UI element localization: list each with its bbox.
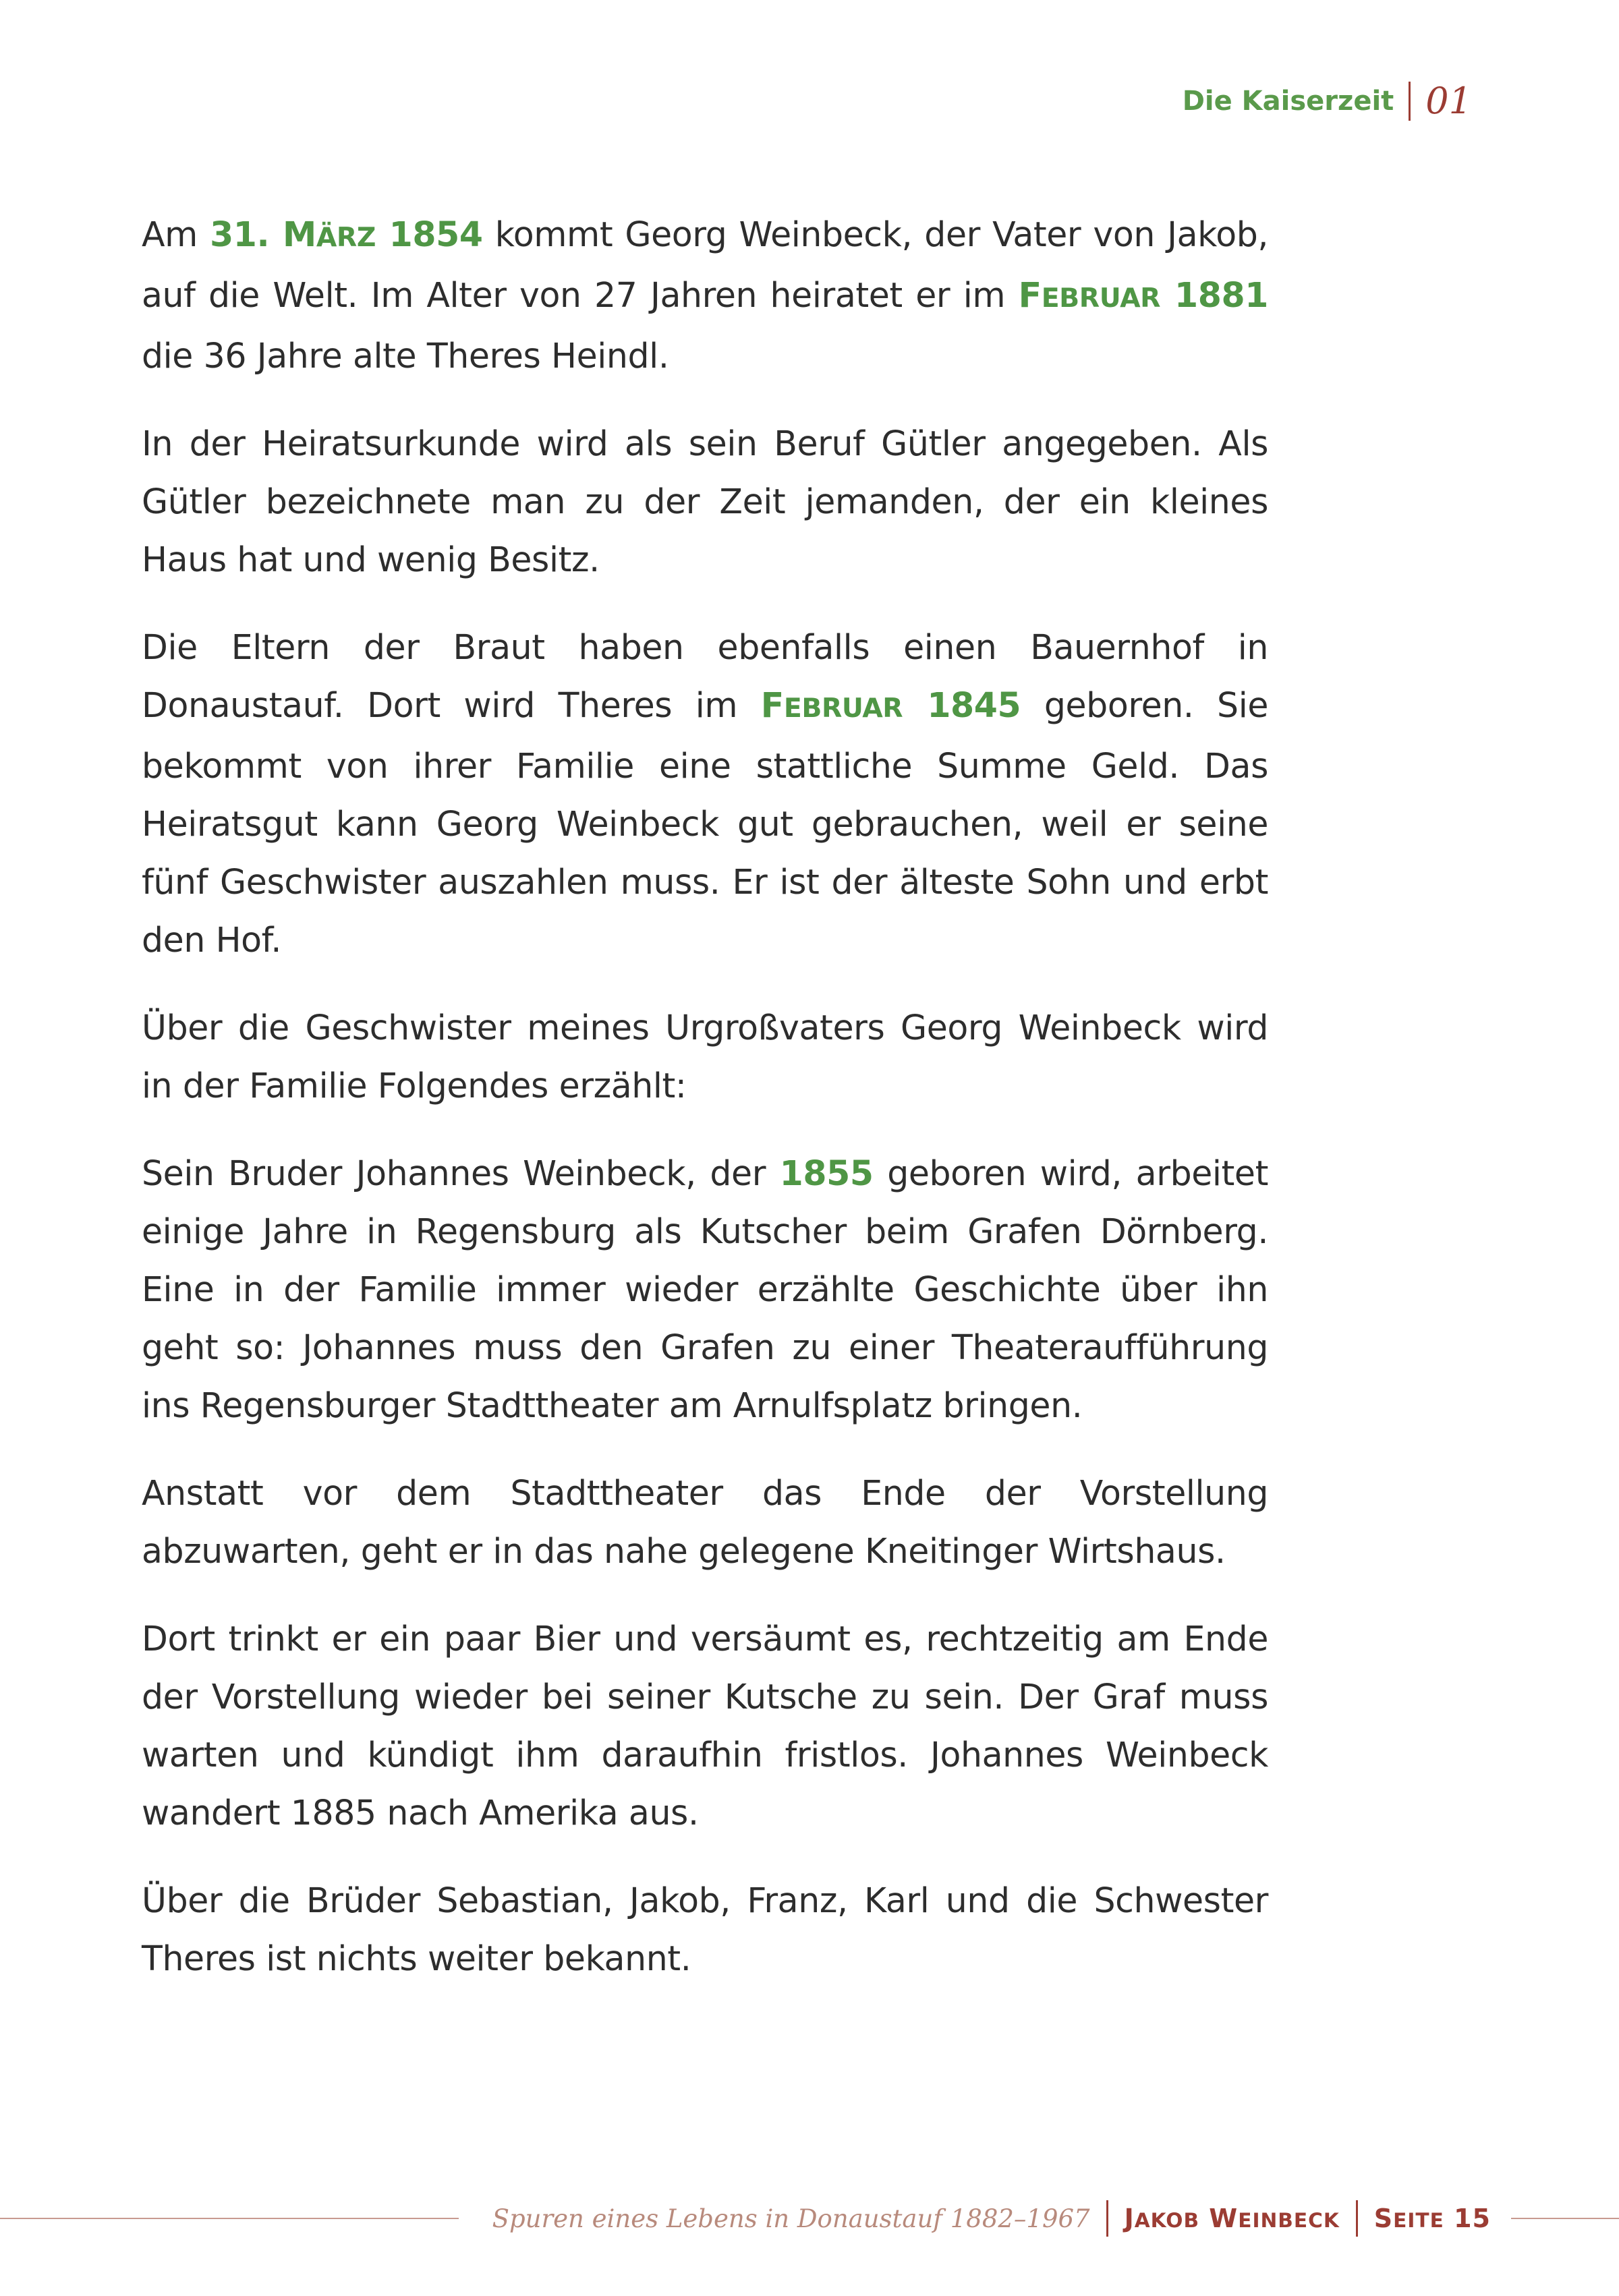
highlight-smallcaps: EBRUAR (783, 693, 903, 724)
footer-divider (1106, 2200, 1108, 2237)
text-span: kommt Georg Weinbeck, der Vater von Jakob, auf die Welt. Im Alter von 27 Jahren heiratet er im (142, 214, 1269, 315)
text-span: Die Eltern der Braut haben ebenfalls einen Bauernhof in Donaustauf. Dort wird Theres im (142, 627, 1268, 725)
text-span: die 36 Jahre alte Theres Heindl. (142, 336, 669, 376)
chapter-title: Die Kaiserzeit (1182, 85, 1394, 117)
text-span: Sein Bruder Johannes Weinbeck, der (142, 1153, 780, 1193)
chapter-number: 01 (1425, 80, 1472, 122)
highlight-smallcaps: ÄRZ (316, 222, 376, 253)
highlight-part: F (760, 685, 784, 725)
highlight-part: 1881 (1160, 275, 1268, 315)
running-footer (0, 2200, 1619, 2237)
text-span: geboren wird, arbeitet einige Jahre in Regensburg als Kutscher beim Grafen Dörnberg. Eine in der Familie immer wieder erzählte Geschichte über ihn geht so: Johannes muss den Grafen zu einer Theateraufführung ins Regensburger Stadttheater am Arnulfsplatz bringen. (142, 1153, 1268, 1425)
date-highlight (1019, 275, 1268, 315)
author-smallcaps: EINBECK (1238, 2208, 1340, 2232)
date-highlight (210, 214, 483, 254)
page-number (1374, 2204, 1491, 2233)
page-part: S (1373, 2204, 1394, 2233)
date-highlight: 1855 (779, 1153, 874, 1193)
author-name (1125, 2204, 1340, 2233)
author-part: W (1199, 2204, 1239, 2233)
paragraph-6: Anstatt vor dem Stadttheater das Ende der Vorstellung abzuwarten, geht er in das nahe gelegene Kneitinger Wirtshaus. (142, 1473, 1268, 1571)
paragraph-1 (142, 206, 1268, 385)
footer-rule-left (0, 2218, 459, 2219)
text-span: geboren. Sie bekommt von ihrer Familie eine stattliche Summe Geld. Das Heiratsgut kann Georg Weinbeck gut gebrauchen, weil er seine fünf Geschwister auszahlen muss. Er ist der älteste Sohn und erbt den Hof. (142, 685, 1269, 960)
highlight-part: F (1018, 275, 1042, 315)
text-span: Am (142, 214, 210, 254)
paragraph-7: Dort trinkt er ein paar Bier und versäumt es, rechtzeitig am Ende der Vorstellung wieder bei seiner Kutsche zu sein. Der Graf muss warten und kündigt ihm daraufhin fristlos. Johannes Weinbeck wandert 1885 nach Amerika aus. (142, 1619, 1268, 1833)
page-smallcaps: EITE (1393, 2208, 1444, 2232)
book-title: Spuren eines Lebens in Donaustauf 1882–1967 (492, 2204, 1090, 2233)
paragraph-3 (142, 619, 1268, 969)
running-header (1183, 80, 1472, 122)
footer-divider (1356, 2200, 1358, 2237)
header-divider (1409, 82, 1411, 121)
paragraph-4: Über die Geschwister meines Urgroßvaters Georg Weinbeck wird in der Familie Folgendes erzählt: (142, 1008, 1268, 1106)
footer-content (459, 2200, 1511, 2237)
date-highlight (761, 685, 1021, 725)
highlight-part: 1845 (903, 685, 1021, 725)
body-text (142, 206, 1268, 2017)
paragraph-5 (142, 1145, 1268, 1435)
footer-rule-right (1511, 2218, 1619, 2219)
paragraph-2: In der Heiratsurkunde wird als sein Beruf Gütler angegeben. Als Gütler bezeichnete man zu der Zeit jemanden, der ein kleines Haus hat und wenig Besitz. (142, 424, 1268, 579)
author-part: J (1124, 2204, 1135, 2233)
highlight-part: 1854 (375, 214, 483, 254)
author-smallcaps: AKOB (1134, 2208, 1200, 2232)
paragraph-8: Über die Brüder Sebastian, Jakob, Franz, Karl und die Schwester Theres ist nichts weiter bekannt. (142, 1881, 1268, 1978)
page-part: 15 (1444, 2204, 1491, 2233)
highlight-part: 31. M (210, 214, 316, 254)
highlight-smallcaps: EBRUAR (1041, 283, 1161, 314)
